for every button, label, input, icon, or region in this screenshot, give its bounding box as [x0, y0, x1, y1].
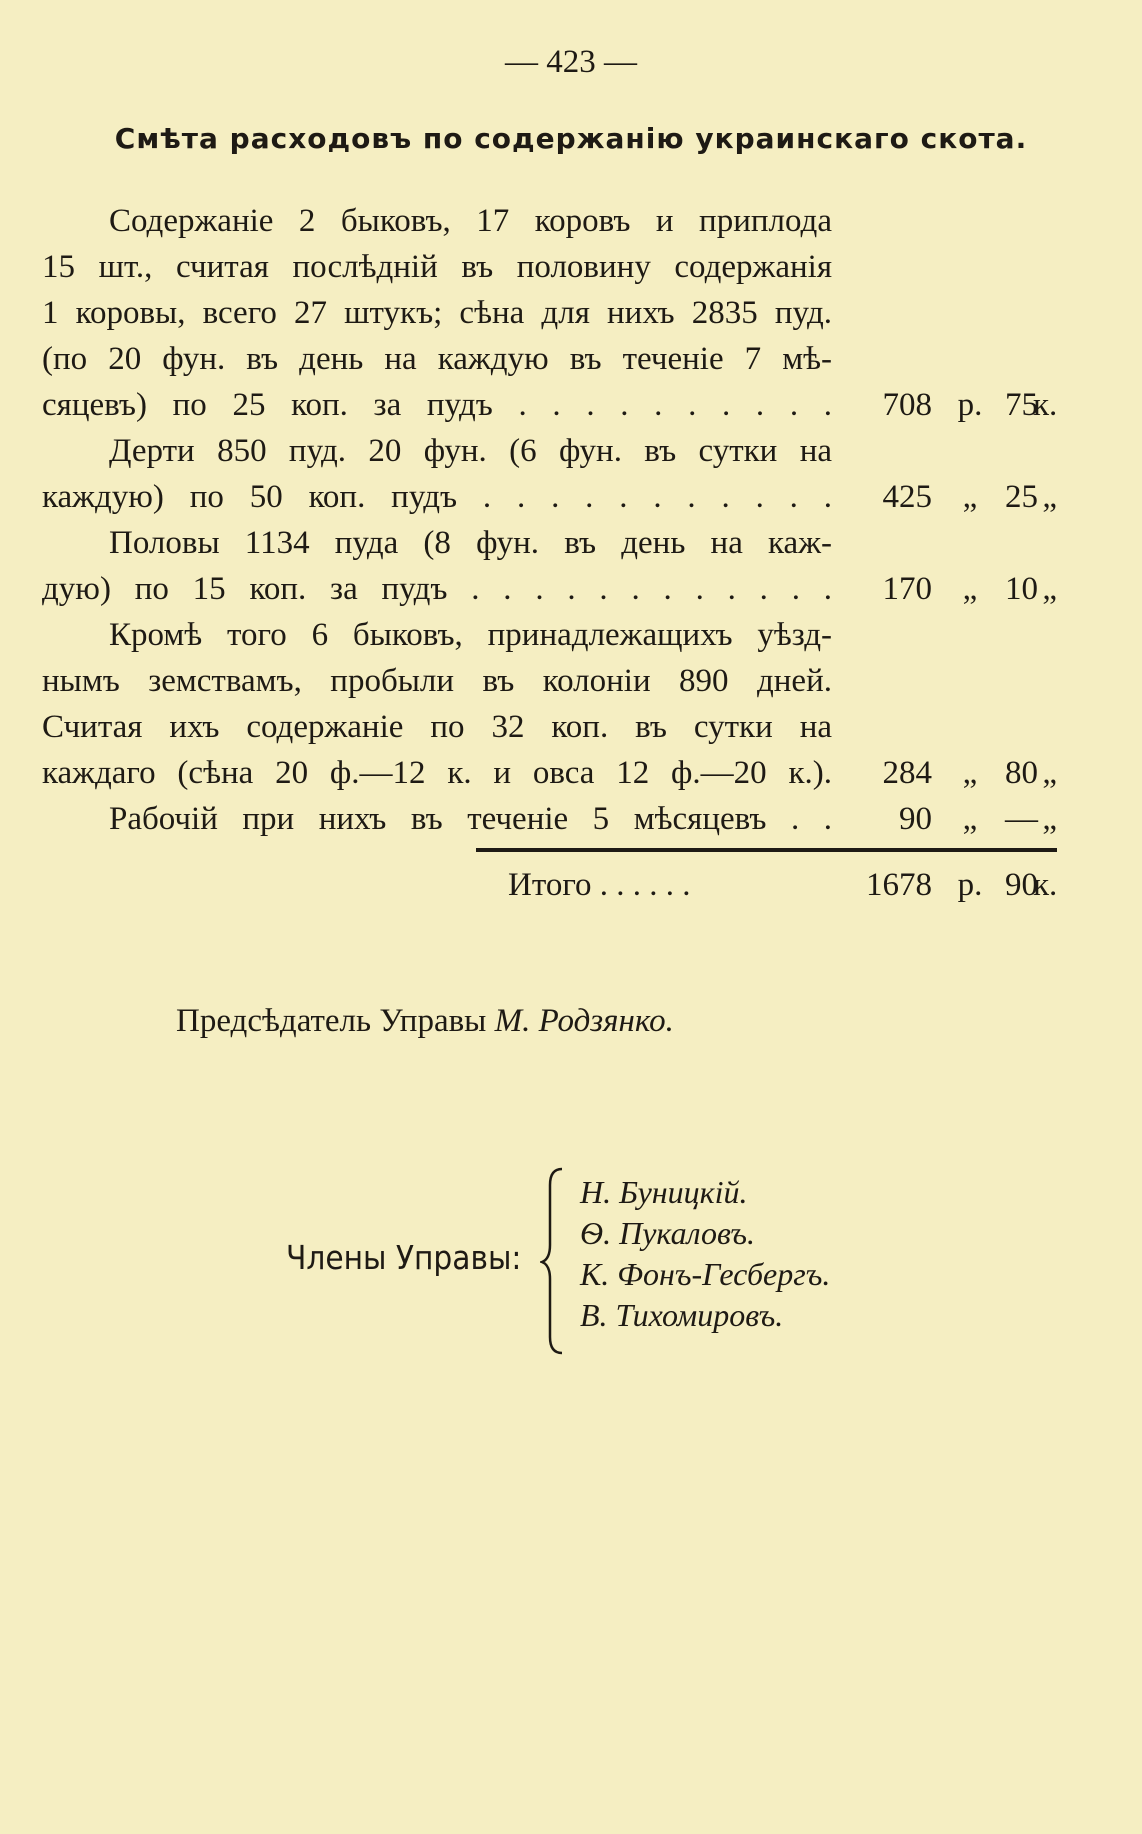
total-label: Итого . . . . . .	[508, 867, 691, 903]
estimate-body	[42, 198, 1057, 908]
amount-rubles: 170	[882, 571, 932, 607]
total-rule	[476, 848, 1057, 852]
chairman-title: Предсѣдатель Управы	[176, 1003, 487, 1039]
estimate-line	[42, 612, 1057, 658]
amount-unit: р.	[957, 387, 983, 423]
estimate-line-text: каждаго (сѣна 20 ф.—12 к. и овса 12 ф.—20 к.).	[42, 755, 832, 791]
chairman-signature	[176, 1003, 674, 1040]
estimate-line	[42, 520, 1057, 566]
amount-end: „	[1042, 479, 1057, 515]
members-names	[580, 1172, 830, 1336]
estimate-line-text: 1 коровы, всего 27 штукъ; сѣна для нихъ 2835 пуд.	[42, 295, 832, 331]
estimate-line	[42, 336, 1057, 382]
members-label: Члены Управы:	[286, 1238, 522, 1277]
total-line	[42, 862, 1057, 908]
amount-end: к.	[1033, 387, 1058, 423]
amount-kopecks: 75	[1005, 387, 1038, 423]
estimate-line	[42, 796, 1057, 842]
total-unit: р.	[957, 867, 983, 903]
amount-rubles: 284	[882, 755, 932, 791]
member-name: Н. Буницкій.	[580, 1174, 748, 1210]
estimate-line	[42, 290, 1057, 336]
estimate-line-text: Рабочій при нихъ въ теченіе 5 мѣсяцевъ . .	[109, 801, 832, 837]
amount-end: „	[1042, 755, 1057, 791]
estimate-line	[42, 428, 1057, 474]
estimate-line-text: Кромѣ того 6 быковъ, принадлежащихъ уѣзд-	[109, 617, 832, 653]
estimate-line-text: нымъ земствамъ, пробыли въ колоніи 890 дней.	[42, 663, 832, 699]
estimate-line-text: Половы 1134 пуда (8 фун. въ день на каж-	[109, 525, 832, 561]
estimate-line	[42, 566, 1057, 612]
page-number: — 423 —	[505, 44, 637, 80]
estimate-line	[42, 244, 1057, 290]
amount-kopecks: 10	[1005, 571, 1038, 607]
estimate-line	[42, 750, 1057, 796]
amount-end: „	[1042, 801, 1057, 837]
estimate-title: Смѣта расходовъ по содержанію украинскаго скота.	[114, 122, 1028, 155]
estimate-line	[42, 382, 1057, 428]
amount-kopecks: —	[1005, 801, 1038, 837]
estimate-line	[42, 198, 1057, 244]
total-rubles: 1678	[866, 867, 932, 903]
amount-kopecks: 25	[1005, 479, 1038, 515]
estimate-line-text: 15 шт., считая послѣдній въ половину содержанія	[42, 249, 832, 285]
estimate-line-text: дую) по 15 коп. за пудъ . . . . . . . . . . . .	[42, 571, 832, 607]
estimate-line-text: Содержаніе 2 быковъ, 17 коровъ и приплода	[109, 203, 832, 239]
amount-kopecks: 80	[1005, 755, 1038, 791]
total-end: к.	[1033, 867, 1058, 903]
amount-rubles: 90	[899, 801, 932, 837]
estimate-line-text: Дерти 850 пуд. 20 фун. (6 фун. въ сутки на	[109, 433, 832, 469]
total-kopecks: 90	[1005, 867, 1038, 903]
estimate-line-text: Считая ихъ содержаніе по 32 коп. въ сутки на	[42, 709, 832, 745]
amount-rubles: 708	[882, 387, 932, 423]
amount-end: „	[1042, 571, 1057, 607]
amount-unit: „	[962, 571, 978, 607]
member-name: Ѳ. Пукаловъ.	[580, 1215, 756, 1251]
member-name: К. Фонъ-Гесбергъ.	[580, 1256, 831, 1292]
estimate-line-text: каждую) по 50 коп. пудъ . . . . . . . . . . .	[42, 479, 832, 515]
estimate-line-text: (по 20 фун. въ день на каждую въ теченіе 7 мѣ-	[42, 341, 832, 377]
amount-unit: „	[962, 801, 978, 837]
estimate-line	[42, 474, 1057, 520]
amount-unit: „	[962, 479, 978, 515]
amount-rubles: 425	[882, 479, 932, 515]
estimate-line	[42, 658, 1057, 704]
estimate-line	[42, 704, 1057, 750]
members-brace	[540, 1165, 570, 1355]
chairman-name: М. Родзянко.	[494, 1003, 674, 1039]
member-name: В. Тихомировъ.	[580, 1297, 784, 1333]
estimate-line-text: сяцевъ) по 25 коп. за пудъ . . . . . . . . . .	[42, 387, 832, 423]
amount-unit: „	[962, 755, 978, 791]
